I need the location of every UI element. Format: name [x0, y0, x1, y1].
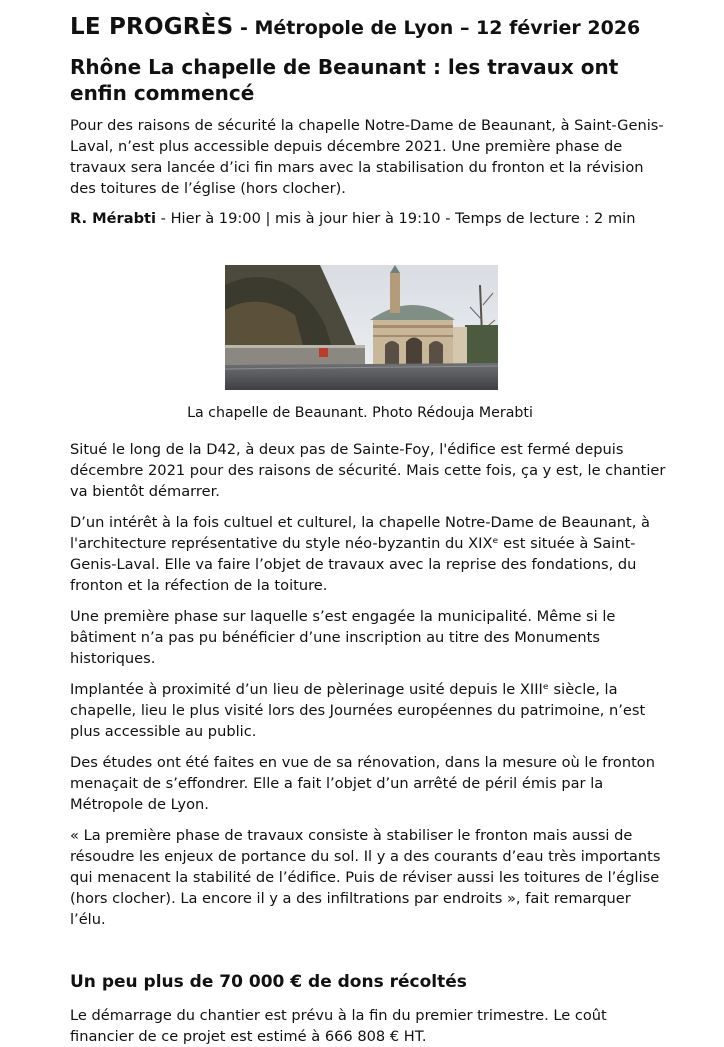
- article-paragraph: Le démarrage du chantier est prévu à la fin du premier trimestre. Le coût financier de ce projet est estimé à 666 808 € HT.: [70, 1007, 607, 1045]
- article-headline: Rhône La chapelle de Beaunant : les travaux ont enfin commencé: [70, 55, 619, 105]
- newspaper-name: LE PROGRÈS: [70, 14, 234, 40]
- chapel-photo: [225, 265, 498, 390]
- article-paragraph: Une première phase sur laquelle s’est engagée la municipalité. Même si le bâtiment n’a pas pu bénéficier d’une inscription au titre des Monuments historiques.: [70, 608, 616, 667]
- photo-caption: La chapelle de Beaunant. Photo Rédouja Merabti: [187, 405, 533, 421]
- author-name: R. Mérabti: [70, 210, 157, 227]
- article: [70, 10, 670, 1047]
- edition-date: - Métropole de Lyon – 12 février 2026: [233, 17, 641, 39]
- masthead: [70, 10, 670, 46]
- article-quote-paragraph: « La première phase de travaux consiste à stabiliser le fronton mais aussi de résoudre les enjeux de portance du sol. Il y a des courants d’eau très importants qui menacent la stabilité de l’édifice. Puis de réviser aussi les toitures de l’église (hors clocher). La encore il y a des infiltrations par endroits », fait remarquer l’élu.: [70, 827, 661, 928]
- article-paragraph: Des études ont été faites en vue de sa rénovation, dans la mesure où le fronton menaçait de s’effondrer. Elle a fait l’objet d’un arrêté de péril émis par la Métropole de Lyon.: [70, 754, 655, 813]
- article-lead: Pour des raisons de sécurité la chapelle Notre-Dame de Beaunant, à Saint-Genis-Laval, n’est plus accessible depuis décembre 2021. Une première phase de travaux sera lancée d’ici fin mars avec la stabilisation du fronton et la révision des toitures de l’église (hors clocher).: [70, 117, 664, 197]
- chapel-photo-illustration: [225, 265, 498, 390]
- article-paragraph: Situé le long de la D42, à deux pas de Sainte-Foy, l'édifice est fermé depuis décembre 2021 pour des raisons de sécurité. Mais cette fois, ça y est, le chantier va bientôt démarrer.: [70, 441, 666, 500]
- byline: [70, 208, 670, 229]
- article-paragraph: D’un intérêt à la fois cultuel et culturel, la chapelle Notre-Dame de Beaunant, à l'architecture représentative du style néo-byzantin du XIXᵉ est située à Saint-Genis-Laval. Elle va faire l’objet de travaux avec la reprise des fondations, du fronton et la réfection de la toiture.: [70, 514, 650, 594]
- article-paragraph: Implantée à proximité d’un lieu de pèlerinage usité depuis le XIIIᵉ siècle, la chapelle, lieu le plus visité lors des Journées européennes du patrimoine, n’est plus accessible au public.: [70, 681, 646, 740]
- section-subheading: Un peu plus de 70 000 € de dons récoltés: [70, 972, 467, 992]
- publish-meta: - Hier à 19:00 | mis à jour hier à 19:10 - Temps de lecture : 2 min: [156, 210, 636, 227]
